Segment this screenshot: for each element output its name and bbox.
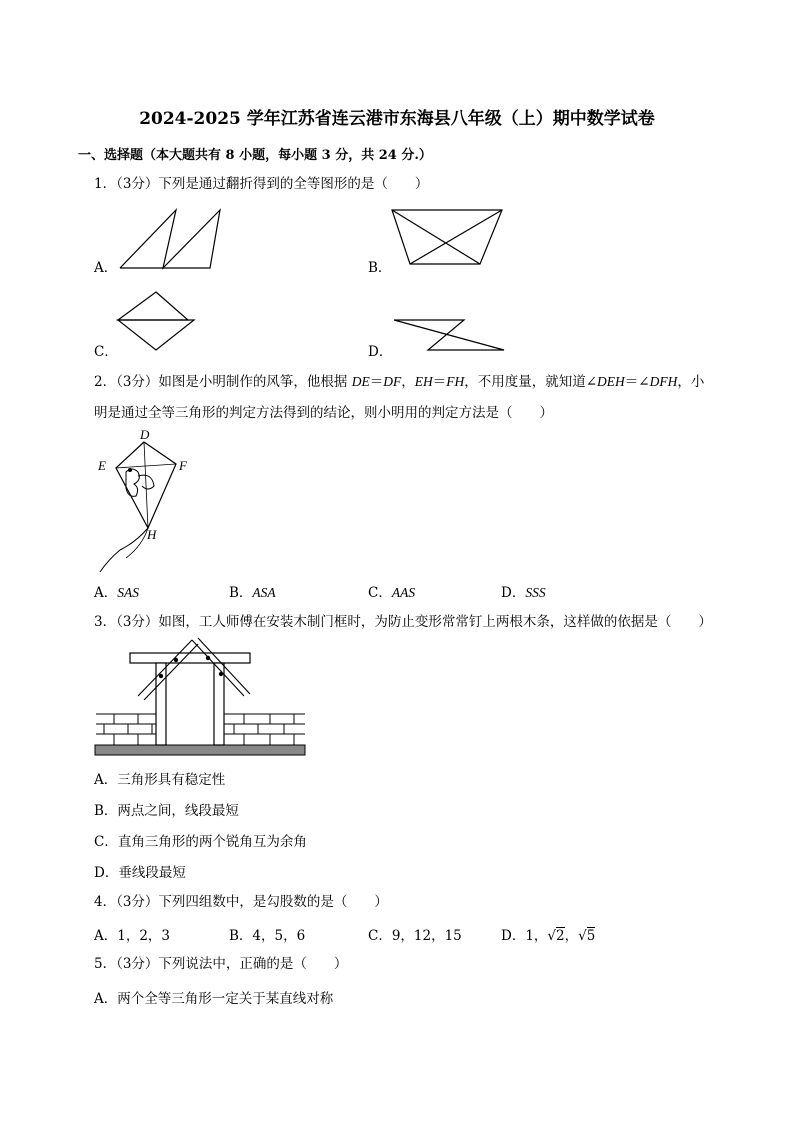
q1-option-c-label: C． xyxy=(94,344,118,360)
question-2-stem-line2: 明是通过全等三角形的判定方法得到的结论，则小明用的判定方法是（ ） xyxy=(94,405,553,421)
q2-angle-symbol: ∠ xyxy=(638,374,650,390)
q2-angle-dfh: DFH xyxy=(649,374,678,389)
sqrt-icon: √ xyxy=(578,928,587,944)
kite-label-d: D xyxy=(140,427,150,442)
q2-segment-eh: EH xyxy=(414,374,433,389)
q1-figure-d xyxy=(392,318,507,354)
q1-figure-a xyxy=(118,208,223,270)
q2-stem-part-2: ，不用度量，就知道∠ xyxy=(464,374,598,390)
q2-option-a: A．SAS xyxy=(94,585,139,601)
q3-option-c: C．直角三角形的两个锐角互为余角 xyxy=(94,834,307,850)
kite-label-f: F xyxy=(179,458,187,473)
q2-segment-de: DE xyxy=(351,374,370,389)
q4-option-c: C．9，12，15 xyxy=(368,928,462,944)
kite-figure xyxy=(94,428,204,578)
q3-option-a: A．三角形具有稳定性 xyxy=(94,772,226,788)
q1-figure-c xyxy=(116,290,196,354)
q4-option-b: B．4，5，6 xyxy=(229,928,306,944)
question-1-stem: 1．（3分）下列是通过翻折得到的全等图形的是（ ） xyxy=(94,176,429,192)
q4-option-d: D．1，√2，√5 xyxy=(501,928,596,944)
q2-angle-deh: DEH xyxy=(597,374,625,389)
q2-equals: ＝ xyxy=(369,374,384,390)
door-frame-figure xyxy=(94,636,309,760)
q1-option-a-label: A． xyxy=(94,260,118,276)
q2-stem-tail: ，小 xyxy=(677,374,705,390)
q3-option-d: D．垂线段最短 xyxy=(94,865,186,881)
q4-option-a: A．1，2，3 xyxy=(94,928,171,944)
q2-segment-fh: FH xyxy=(446,374,465,389)
question-2-stem-line1 xyxy=(94,372,704,392)
question-3-stem: 3．（3分）如图，工人师傅在安装木制门框时，为防止变形常常钉上两根木条，这样做的依据是（ ） xyxy=(94,614,712,630)
q2-segment-df: DF xyxy=(383,374,402,389)
q3-option-b: B．两点之间，线段最短 xyxy=(94,803,239,819)
question-5-stem: 5．（3分）下列说法中，正确的是（ ） xyxy=(94,956,348,972)
question-4-stem: 4．（3分）下列四组数中，是勾股数的是（ ） xyxy=(94,894,388,910)
q2-stem-part: 2．（3分）如图是小明制作的风筝，他根据 xyxy=(94,374,352,390)
kite-label-h: H xyxy=(147,527,157,542)
q2-option-b: B．ASA xyxy=(229,585,276,601)
q2-equals-3: ＝ xyxy=(624,374,639,390)
q2-option-c: C．AAS xyxy=(368,585,416,601)
q2-equals-2: ＝ xyxy=(432,374,447,390)
q5-option-a: A．两个全等三角形一定关于某直线对称 xyxy=(94,991,334,1007)
q1-figure-b xyxy=(390,208,505,268)
q2-comma: ， xyxy=(401,374,415,390)
sqrt-icon: √ xyxy=(547,928,557,944)
page-title: 2024-2025 学年江苏省连云港市东海县八年级（上）期中数学试卷 xyxy=(139,109,655,129)
q1-option-b-label: B． xyxy=(368,260,392,276)
kite-label-e: E xyxy=(98,458,106,473)
section-heading: 一、选择题（本大题共有 8 小题，每小题 3 分，共 24 分.） xyxy=(78,148,432,163)
q1-option-d-label: D． xyxy=(368,344,393,360)
q2-option-d: D．SSS xyxy=(501,585,546,601)
